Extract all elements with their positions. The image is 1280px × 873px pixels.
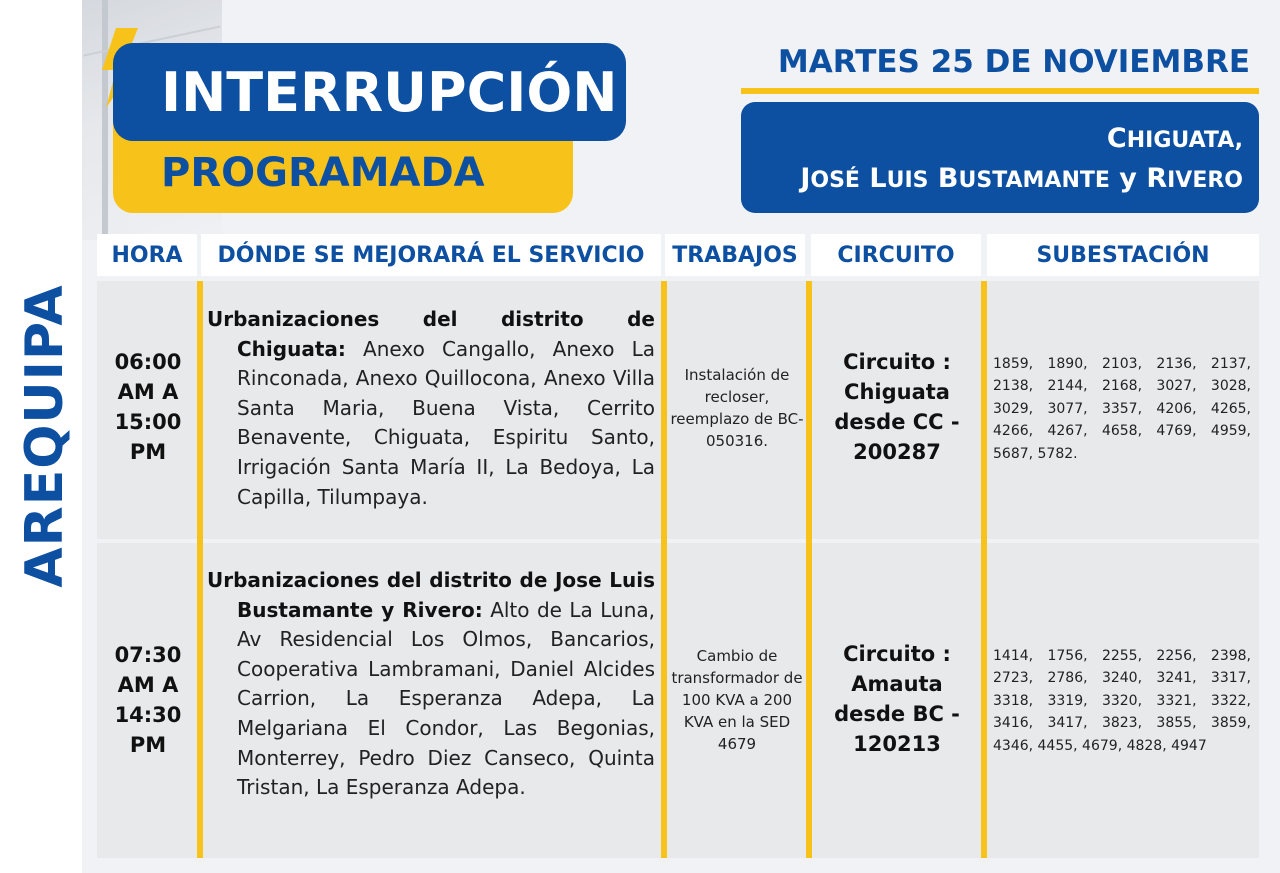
header-trabajos: TRABAJOS: [665, 234, 805, 276]
row1-circuito: Circuito : Chiguata desde CC - 200287: [834, 350, 960, 464]
region-text: AREQUIPA: [15, 283, 75, 588]
row2-hora: 07:30 AM A 14:30 PM: [114, 643, 182, 757]
district-line2: JOSÉ LUIS BUSTAMANTE y RIVERO: [800, 163, 1243, 194]
date-underline: [741, 88, 1259, 94]
row1-donde: [207, 305, 655, 512]
title-line1: INTERRUPCIÓN: [161, 61, 618, 124]
row1-donde-text: Anexo Cangallo, Anexo La Rinconada, Anexo Quillocona, Anexo Villa Santa Maria, Buena Vista, Cerrito Benavente, Chiguata, Espiritu Santo, Irrigación Santa María II, La Bedoya, La Capilla, Tilumpaya.: [237, 336, 655, 509]
header-hora: HORA: [97, 234, 197, 276]
title-line2: PROGRAMADA: [161, 150, 485, 196]
region-label: [14, 283, 76, 588]
title-interrupcion-box: [113, 43, 626, 141]
row2-circuito: Circuito : Amauta desde BC - 120213: [834, 642, 960, 756]
row1-subestacion: 1859, 1890, 2103, 2136, 2137, 2138, 2144, 2168, 3027, 3028, 3029, 3077, 3357, 4206, 4265, 4266, 4267, 4658, 4769, 4959, 5687, 5782.: [993, 356, 1251, 462]
row2-donde-text: Alto de La Luna, Av Residencial Los Olmos, Bancarios, Cooperativa Lambramani, Daniel Alcides Carrion, La Esperanza Adepa, La Melgariana El Condor, Las Begonias, Monterrey, Pedro Diez Canseco, Quinta Tristan, La Esperanza Adepa.: [237, 597, 655, 800]
header-circuito: CIRCUITO: [811, 234, 981, 276]
row2-trabajos: Cambio de transformador de 100 KVA a 200 KVA en la SED 4679: [671, 647, 803, 753]
date-label: MARTES 25 DE NOVIEMBRE: [777, 44, 1250, 80]
row2-donde: [207, 566, 655, 803]
column-divider: [806, 281, 812, 858]
row2-donde-bold: Urbanizaciones del distrito de Jose Luis Bustamante y Rivero:: [207, 568, 655, 622]
row1-trabajos: Instalación de recloser, reemplazo de BC-050316.: [670, 366, 804, 450]
row2-subestacion: 1414, 1756, 2255, 2256, 2398, 2723, 2786, 3240, 3241, 3317, 3318, 3319, 3320, 3321, 3322, 3416, 3417, 3823, 3855, 3859, 4346, 4455, 4679, 4828, 4947: [993, 648, 1251, 754]
column-divider: [661, 281, 667, 858]
header-subestacion: SUBESTACIÓN: [987, 234, 1259, 276]
district-box: [741, 102, 1259, 213]
district-line1: CHIGUATA,: [1106, 123, 1243, 154]
header-donde: DÓNDE SE MEJORARÁ EL SERVICIO: [201, 234, 661, 276]
row1-donde-bold: Urbanizaciones del distrito de Chiguata:: [207, 307, 655, 361]
row1-hora: 06:00 AM A 15:00 PM: [114, 350, 182, 464]
column-divider: [981, 281, 987, 858]
